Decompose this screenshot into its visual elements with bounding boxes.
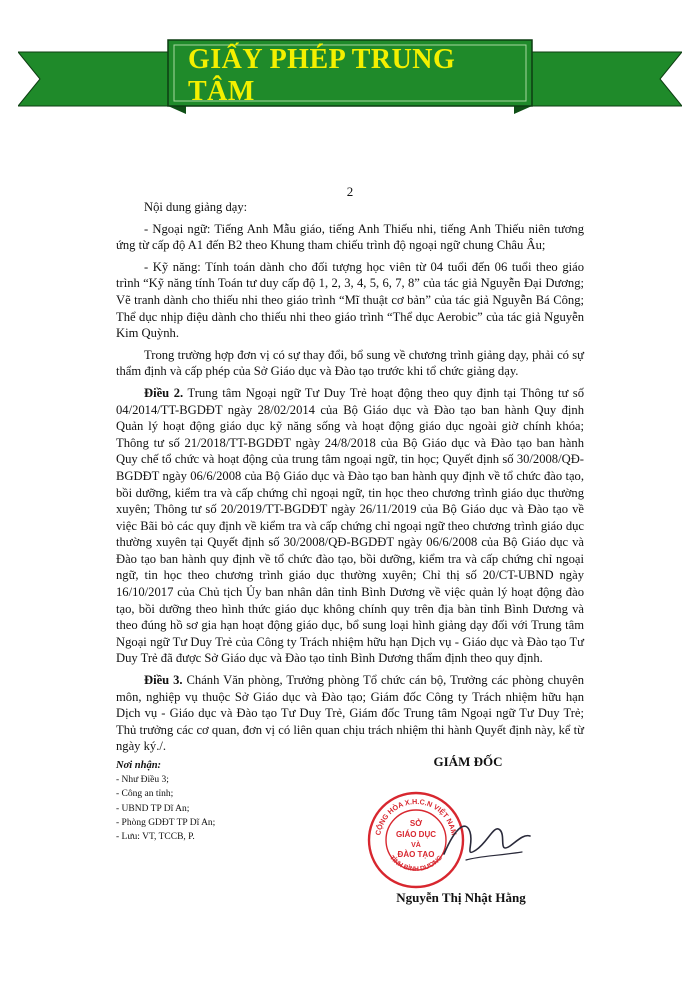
- svg-text:TỈNH BÌNH DƯƠNG: TỈNH BÌNH DƯƠNG: [387, 854, 445, 873]
- recipient-item: - UBND TP Dĩ An;: [116, 803, 190, 814]
- header-banner: [18, 38, 682, 114]
- page-number: 2: [346, 184, 354, 199]
- recipient-item: - Công an tỉnh;: [116, 789, 174, 800]
- paragraph: Nội dung giảng dạy:: [144, 200, 248, 214]
- svg-text:SỞ: SỞ: [409, 819, 423, 828]
- recipient-item: - Phòng GDĐT TP Dĩ An;: [116, 817, 216, 828]
- svg-text:CỘNG HÒA X.H.C.N VIỆT NAM: CỘNG HÒA X.H.C.N VIỆT NAM: [373, 796, 459, 837]
- svg-text:VÀ: VÀ: [411, 842, 421, 849]
- svg-text:ĐÀO TẠO: ĐÀO TẠO: [397, 850, 435, 859]
- paragraph: - Kỹ năng: Tính toán dành cho đối tượng học viên từ 04 tuổi đến 06 tuổi theo giáo trình “Kỹ năng tính Toán tư duy cấp độ 1, 2, 3, 4, 5, 6, 7, 8” của tác giả Nguyễn Đại Dương; Vẽ tranh dành cho thiếu nhi theo giáo trình “Mĩ thuật cơ bản” của tác giả Nguyễn Bá Công; Thể dục nhịp điệu dành cho thiếu nhi theo giáo trình “Thể dục Aerobic” của tác giả Nguyễn Kim Quỳnh.: [116, 259, 584, 341]
- svg-text:GIÁO DỤC: GIÁO DỤC: [396, 830, 436, 839]
- article-3: [116, 672, 584, 755]
- article-text: Trung tâm Ngoại ngữ Tư Duy Trẻ hoạt động theo quy định tại Thông tư số 04/2014/TT-BGDĐT ngày 28/02/2014 của Bộ Giáo dục và Đào tạo ban hành Quy định Quản lý hoạt động giáo dục kỹ năng sống và hoạt động giáo dục ngoài giờ chính khóa; Thông tư số 21/2018/TT-BGDĐT ngày 24/8/2018 của Bộ Giáo dục và Đào tạo ban hành Quy chế tổ chức và hoạt động của trung tâm ngoại ngữ, tin học; Quyết định số 30/2008/QĐ-BGDĐT ngày 06/6/2008 của Bộ Giáo dục và Đào tạo ban hành quy định về tổ chức đào tạo, bồi dưỡng, kiểm tra và cấp chứng chỉ ngoại ngữ, tin học theo chương trình giáo dục thường xuyên; Thông tư số 20/2019/TT-BGDĐT ngày 26/11/2019 của Bộ Giáo dục và Đào tạo về việc Bãi bỏ các quy định về kiểm tra và cấp chứng chỉ ngoại ngữ theo chương trình giáo dục thường xuyên tại Quyết định số 30/2008/QĐ-BGDĐT ngày 06/6/2008 của Bộ Giáo dục và Đào tạo ban hành quy định về tổ chức đào tạo, bồi dưỡng, kiểm tra và cấp chứng chỉ ngoại ngữ, tin học theo chương trình giáo dục thường xuyên; Chỉ thị số 20/CT-UBND ngày 16/10/2017 của Chủ tịch Ủy ban nhân dân tỉnh Bình Dương về việc quản lý hoạt động đào tạo, bồi dưỡng theo hình thức giáo dục không chính quy trên địa bàn tỉnh Bình Dương và theo đúng hồ sơ gia hạn hoạt động giáo dục, bổ sung loại hình giảng dạy đối với Trung tâm Ngoại ngữ Tư Duy Trẻ của Công ty Trách nhiệm hữu hạn Dịch vụ - Giáo dục và Đào tạo Tư Duy Trẻ đã được Sở Giáo dục và Đào tạo tỉnh Bình Dương thẩm định theo quy định.: [116, 385, 584, 666]
- signer-title: GIÁM ĐỐC: [433, 754, 503, 769]
- paragraph: - Ngoại ngữ: Tiếng Anh Mẫu giáo, tiếng Anh Thiếu nhi, tiếng Anh Thiếu niên tương ứng từ cấp độ A1 đến B2 theo Khung tham chiếu trình độ ngoại ngữ chung Châu Âu;: [116, 221, 584, 253]
- document-body: [116, 199, 584, 760]
- article-label: Điều 3.: [144, 673, 183, 688]
- article-label: Điều 2.: [144, 385, 184, 400]
- handwritten-signature-icon: [436, 806, 536, 876]
- recipients-heading: Nơi nhận:: [116, 760, 162, 771]
- recipient-item: - Lưu: VT, TCCB, P.: [116, 832, 195, 843]
- recipients-list: [116, 759, 316, 844]
- recipient-item: - Như Điều 3;: [116, 775, 169, 786]
- paragraph: Trong trường hợp đơn vị có sự thay đổi, bổ sung về chương trình giảng dạy, phải có sự thẩm định và cấp phép của Sở Giáo dục và Đào tạo trước khi tổ chức giảng dạy.: [116, 347, 584, 379]
- signer-name: Nguyễn Thị Nhật Hằng: [396, 890, 526, 905]
- banner-title: GIẤY PHÉP TRUNG TÂM: [188, 44, 456, 107]
- article-2: [116, 385, 584, 667]
- article-text: Chánh Văn phòng, Trưởng phòng Tổ chức cán bộ, Trưởng các phòng chuyên môn, nghiệp vụ thuộc Sở Giáo dục và Đào tạo; Giám đốc Công ty Trách nhiệm hữu hạn Dịch vụ - Giáo dục và Đào tạo Tư Duy Trẻ, Giám đốc Trung tâm Ngoại ngữ Tư Duy Trẻ; Thủ trưởng các cơ quan, đơn vị có liên quan chịu trách nhiệm thi hành Quyết định này, kể từ ngày ký./.: [116, 673, 584, 754]
